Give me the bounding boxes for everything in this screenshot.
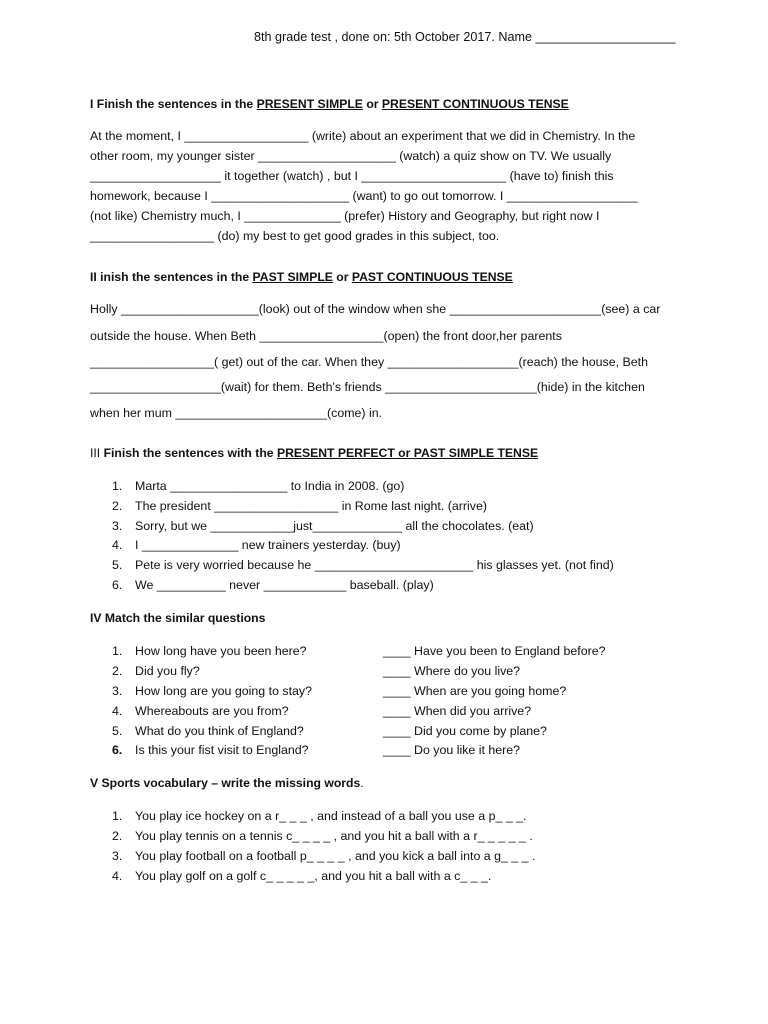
paragraph-line: __________________( get) out of the car. When they ___________________(reach) the house, Beth [90, 355, 649, 369]
section-3-heading [90, 446, 538, 460]
section-5-title-end: . [360, 776, 364, 790]
item-number: 3. [112, 684, 123, 698]
item-number: 4. [112, 538, 123, 553]
question-text: What do you think of England? [135, 724, 304, 738]
item-text: We __________ never ____________ baseball. (play) [135, 578, 434, 592]
question-text: Did you fly? [135, 664, 200, 678]
section-3-term: PRESENT PERFECT or PAST SIMPLE TENSE [276, 446, 539, 460]
item-text: I ______________ new trainers yesterday. (buy) [135, 538, 401, 553]
list-item [112, 829, 533, 843]
section-1-term-2: PRESENT CONTINUOUS TENSE [381, 97, 569, 111]
question-text: Is this your fist visit to England? [135, 743, 309, 757]
item-number: 5. [112, 724, 123, 738]
paragraph-line: homework, because I ____________________ (want) to go out tomorrow. I ___________________ [90, 189, 638, 203]
list-item [112, 869, 491, 883]
match-item: ____ Do you like it here? [383, 743, 521, 757]
paragraph-line: __________________ (do) my best to get good grades in this subject, too. [90, 229, 500, 243]
item-number: 4. [112, 869, 123, 883]
match-item: ____ When are you going home? [383, 684, 567, 698]
paragraph-line: At the moment, I __________________ (write) about an experiment that we did in Chemistry. In the [90, 129, 636, 143]
paragraph-line: ___________________(wait) for them. Beth's friends ______________________(hide) in the kitchen [90, 380, 645, 394]
list-item [112, 664, 200, 678]
item-text: Sorry, but we ____________just_____________ all the chocolates. (eat) [135, 518, 534, 533]
section-1-heading [90, 97, 569, 111]
section-4-heading: IV Match the similar questions [90, 611, 266, 625]
item-number: 5. [112, 558, 123, 573]
list-item [112, 538, 401, 552]
question-text: Whereabouts are you from? [135, 704, 289, 718]
list-item [112, 519, 534, 533]
section-1-term-1: PRESENT SIMPLE [256, 97, 363, 111]
match-item: ____ Where do you live? [383, 664, 521, 678]
item-number: 3. [112, 849, 123, 863]
item-number: 4. [112, 704, 123, 718]
list-item [112, 684, 312, 698]
paragraph-line: Holly ____________________(look) out of the window when she ______________________(see) a car [90, 302, 661, 316]
list-item [112, 499, 487, 513]
list-item [112, 724, 304, 738]
item-number: 1. [112, 644, 123, 658]
item-number: 3. [112, 518, 123, 533]
section-2-joiner: or [336, 270, 349, 284]
item-text: Marta _________________ to India in 2008. (go) [135, 479, 405, 493]
paragraph-line: ___________________ it together (watch) , but I _____________________ (have to) finish this [90, 169, 614, 183]
section-3-prefix: III [90, 446, 101, 460]
paragraph-line: other room, my younger sister ____________________ (watch) a quiz show on TV. We usually [90, 149, 612, 163]
list-item [112, 743, 309, 757]
test-header: 8th grade test , done on: 5th October 2017. Name ____________________ [254, 30, 676, 44]
item-text: The president __________________ in Rome last night. (arrive) [135, 498, 487, 513]
match-item: ____ When did you arrive? [383, 704, 532, 718]
item-text: You play football on a football p_ _ _ _ , and you kick a ball into a g_ _ _ . [135, 849, 536, 863]
item-number: 2. [112, 664, 123, 678]
list-item [112, 644, 307, 658]
section-3-title: Finish the sentences with the [103, 446, 274, 460]
question-text: How long are you going to stay? [135, 684, 313, 698]
section-1-prefix: I Finish the sentences in the [90, 97, 254, 111]
item-text: You play tennis on a tennis c_ _ _ _ , and you hit a ball with a r_ _ _ _ _ . [135, 829, 533, 843]
section-5-title: V Sports vocabulary – write the missing words [90, 776, 361, 790]
list-item [112, 704, 289, 718]
list-item [112, 578, 434, 592]
item-number: 1. [112, 479, 123, 493]
list-item [112, 849, 535, 863]
section-2-heading [90, 270, 513, 284]
paragraph-line: outside the house. When Beth __________________(open) the front door,her parents [90, 329, 562, 343]
paragraph-line: when her mum ______________________(come) in. [90, 406, 383, 420]
item-number: 1. [112, 809, 123, 823]
list-item [112, 558, 614, 572]
paragraph-line: (not like) Chemistry much, I ______________ (prefer) History and Geography, but right now I [90, 209, 600, 223]
item-text: You play ice hockey on a r_ _ _ , and instead of a ball you use a p_ _ _. [135, 809, 527, 823]
section-2-term-2: PAST CONTINUOUS TENSE [351, 270, 513, 284]
item-text: Pete is very worried because he _______________________ his glasses yet. (not find) [135, 558, 614, 573]
match-item: ____ Did you come by plane? [383, 724, 547, 738]
list-item [112, 479, 404, 493]
item-number: 6. [112, 578, 123, 592]
item-number: 2. [112, 498, 123, 513]
item-number: 6. [112, 743, 123, 757]
match-item: ____ Have you been to England before? [383, 644, 606, 658]
list-item [112, 809, 527, 823]
question-text: How long have you been here? [135, 644, 307, 658]
section-2-term-1: PAST SIMPLE [252, 270, 333, 284]
item-text: You play golf on a golf c_ _ _ _ _, and you hit a ball with a c_ _ _. [135, 869, 492, 883]
section-1-joiner: or [366, 97, 379, 111]
section-2-prefix: II inish the sentences in the [90, 270, 250, 284]
item-number: 2. [112, 829, 123, 843]
section-5-heading [90, 776, 364, 790]
